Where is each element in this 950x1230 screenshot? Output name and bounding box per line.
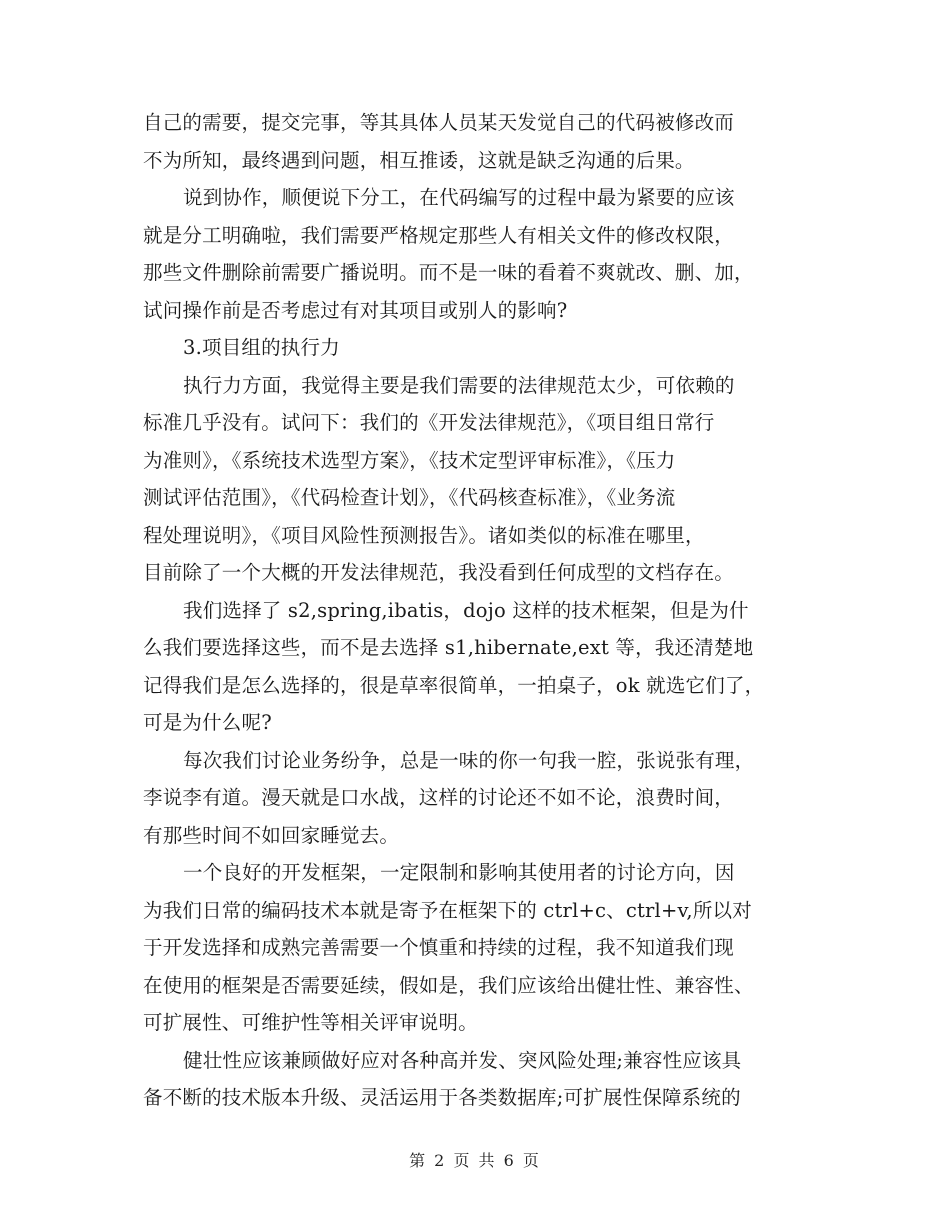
text-line: 程处理说明》，《项目风险性预测报告》。诸如类似的标准在哪里， — [143, 523, 705, 547]
text-line: 3.项目组的执行力 — [183, 336, 340, 359]
text-line: 记得我们是怎么选择的，很是草率很简单，一拍桌子，ok 就选它们了， — [143, 673, 765, 697]
text-line: 为我们日常的编码技术本就是寄予在框架下的 ctrl+c、ctrl+v,所以对 — [143, 898, 752, 922]
text-line: 就是分工明确啦，我们需要严格规定那些人有相关文件的修改权限， — [143, 223, 735, 247]
text-line: 标准几乎没有。试问下：我们的《开发法律规范》，《项目组日常行 — [143, 411, 715, 434]
text-line: 有那些时间不如回家睡觉去。 — [143, 823, 400, 847]
text-line: 测试评估范围》，《代码检查计划》，《代码核查标准》，《业务流 — [143, 486, 676, 509]
text-line: 李说李有道。漫天就是口水战，这样的讨论还不如不论，浪费时间， — [143, 786, 735, 809]
text-line: 不为所知，最终遇到问题，相互推诿，这就是缺乏沟通的后果。 — [143, 148, 695, 172]
text-line: 可扩展性、可维护性等相关评审说明。 — [143, 1011, 478, 1034]
text-line: 那些文件删除前需要广播说明。而不是一味的看着不爽就改、删、加， — [143, 261, 754, 284]
text-line: 健壮性应该兼顾做好应对各种高并发、突风险处理;兼容性应该具 — [183, 1048, 742, 1072]
text-line: 一个良好的开发框架，一定限制和影响其使用者的讨论方向，因 — [183, 861, 735, 884]
text-line: 备不断的技术版本升级、灵活运用于各类数据库;可扩展性保障系统的 — [143, 1086, 741, 1109]
text-line: 在使用的框架是否需要延续，假如是，我们应该给出健壮性、兼容性、 — [143, 973, 754, 997]
text-line: 执行力方面，我觉得主要是我们需要的法律规范太少，可依赖的 — [183, 373, 735, 397]
text-line: 每次我们讨论业务纷争，总是一味的你一句我一腔，张说张有理， — [183, 748, 755, 772]
text-line: 自己的需要，提交完事，等其具体人员某天发觉自己的代码被修改而 — [143, 111, 735, 134]
text-line: 可是为什么呢? — [143, 711, 272, 734]
document-body — [143, 104, 811, 1117]
text-line: 我们选择了 s2,spring,ibatis，dojo 这样的技术框架，但是为什 — [183, 598, 749, 622]
page-footer: 第 2 页 共 6 页 — [409, 1151, 541, 1170]
text-line: 目前除了一个大概的开发法律规范，我没看到任何成型的文档存在。 — [143, 561, 735, 584]
text-line: 为准则》，《系统技术选型方案》，《技术定型评审标准》，《压力 — [143, 448, 676, 472]
text-line: 么我们要选择这些，而不是去选择 s1,hibernate,ext 等，我还清楚地 — [143, 636, 754, 659]
text-line: 试问操作前是否考虑过有对其项目或别人的影响? — [143, 298, 568, 322]
text-line: 说到协作，顺便说下分工，在代码编写的过程中最为紧要的应该 — [183, 186, 735, 209]
text-line: 于开发选择和成熟完善需要一个慎重和持续的过程，我不知道我们现 — [143, 936, 735, 959]
